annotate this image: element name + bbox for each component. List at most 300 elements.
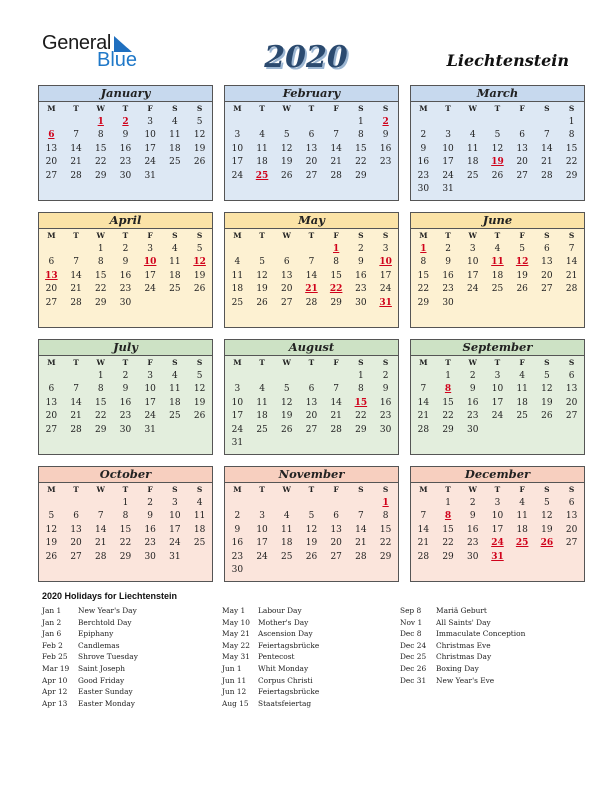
holiday-row: [222, 640, 319, 652]
day-cell: 29: [119, 551, 132, 562]
day-cell: [250, 242, 275, 256]
day-cell: 12: [541, 511, 553, 522]
weekday-header: S: [544, 104, 550, 113]
holiday-name: Mariä Geburt: [436, 606, 487, 615]
day-cell: [225, 496, 250, 510]
holiday-row: [42, 675, 138, 687]
month-april: [38, 212, 213, 328]
day-cell: 23: [379, 157, 392, 168]
day-cell: 7: [333, 130, 340, 141]
day-cell: 2: [147, 497, 154, 508]
holiday-column: [400, 605, 525, 686]
day-cell: 18: [491, 270, 504, 281]
weekday-header: M: [233, 358, 242, 367]
holiday-name: Christmas Day: [436, 652, 492, 662]
weekday-header: T: [308, 231, 315, 240]
holiday-date: Jun 12: [222, 687, 247, 697]
weekday-header: T: [445, 104, 451, 113]
day-cell: 30: [231, 565, 244, 576]
day-cell: 30: [467, 424, 479, 435]
day-cell: 10: [231, 397, 244, 408]
holiday-day: 1: [333, 243, 340, 254]
day-cell: 11: [169, 384, 181, 395]
day-cell: 16: [467, 524, 479, 535]
holiday-name: Saint Joseph: [78, 663, 125, 673]
day-cell: 16: [417, 157, 430, 168]
holiday-day: 8: [444, 384, 452, 395]
day-cell: [187, 169, 212, 183]
day-cell: 17: [231, 411, 244, 422]
day-cell: 9: [122, 257, 129, 268]
day-cell: 6: [48, 384, 55, 395]
day-cell: 5: [196, 370, 203, 381]
holiday-name: Good Friday: [78, 675, 125, 685]
holiday-row: [42, 640, 138, 652]
day-cell: 16: [119, 397, 132, 408]
day-cell: [349, 564, 374, 578]
day-cell: 19: [305, 538, 318, 549]
day-cell: 29: [95, 297, 107, 308]
month-march: [410, 85, 585, 201]
day-cell: 10: [231, 143, 244, 154]
day-cell: 15: [95, 143, 107, 154]
day-cell: 3: [445, 130, 451, 141]
weekday-header: T: [73, 485, 79, 494]
holiday-name: Easter Monday: [78, 698, 135, 708]
weekday-header: S: [568, 104, 575, 113]
day-cell: 24: [144, 157, 156, 168]
day-cell: 26: [193, 157, 206, 168]
day-cell: [138, 256, 163, 270]
day-cell: [559, 550, 584, 564]
day-cell: 15: [355, 143, 367, 154]
day-cell: 28: [565, 284, 578, 295]
weekday-header: W: [96, 358, 105, 367]
day-cell: 22: [565, 157, 578, 168]
day-cell: 12: [281, 397, 293, 408]
day-cell: [274, 369, 299, 383]
holiday-date: Jan 2: [42, 617, 62, 627]
day-cell: 5: [259, 257, 265, 268]
holiday-day: 6: [48, 130, 55, 141]
month-title: June: [411, 213, 584, 229]
weekday-header: T: [122, 358, 129, 367]
day-cell: 5: [196, 243, 203, 254]
day-cell: 2: [445, 243, 451, 254]
day-cell: [299, 369, 324, 383]
day-cell: 31: [169, 551, 181, 562]
day-cell: 1: [358, 116, 364, 127]
holiday-row: [222, 698, 319, 710]
weekday-header: M: [419, 231, 428, 240]
day-cell: 11: [231, 270, 244, 281]
day-cell: [163, 169, 188, 183]
day-cell: 7: [568, 243, 575, 254]
day-cell: 23: [119, 157, 132, 168]
day-cell: 28: [70, 170, 82, 181]
holiday-date: May 10: [222, 617, 250, 627]
day-cell: 4: [469, 130, 476, 141]
weekday-header: T: [308, 104, 315, 113]
day-cell: 22: [442, 411, 454, 422]
weekday-header: S: [544, 358, 550, 367]
day-cell: 26: [305, 551, 318, 562]
day-cell: 12: [541, 384, 553, 395]
day-cell: 3: [469, 243, 476, 254]
weekday-header: F: [333, 358, 339, 367]
holiday-name: Corpus Christi: [258, 675, 313, 685]
day-cell: 18: [169, 270, 181, 281]
day-cell: [39, 115, 64, 129]
day-cell: 8: [358, 384, 364, 395]
day-cell: 3: [234, 384, 241, 395]
day-cell: 9: [122, 130, 129, 141]
day-cell: [373, 256, 398, 270]
holiday-name: Feiertagsbrücke: [258, 687, 320, 697]
day-cell: 28: [330, 424, 342, 435]
holiday-date: Dec 31: [400, 675, 427, 685]
day-cell: 31: [144, 424, 156, 435]
weekday-header: T: [259, 485, 265, 494]
day-cell: 24: [231, 170, 244, 181]
day-cell: [460, 183, 485, 197]
day-cell: 9: [382, 130, 389, 141]
weekday-header: F: [519, 358, 525, 367]
day-cell: [250, 369, 275, 383]
day-cell: 15: [379, 524, 392, 535]
weekday-header: W: [96, 104, 105, 113]
day-cell: 20: [565, 397, 578, 408]
day-cell: 5: [308, 511, 315, 522]
holiday-date: Dec 8: [400, 629, 422, 639]
weekday-header: T: [445, 485, 451, 494]
day-cell: [485, 296, 510, 310]
day-cell: 20: [281, 284, 293, 295]
day-cell: 19: [256, 284, 268, 295]
holiday-name: Labour Day: [258, 606, 302, 615]
day-cell: 15: [330, 270, 342, 281]
weekday-header: S: [568, 231, 575, 240]
holiday-name: Whit Monday: [258, 663, 309, 673]
day-cell: 10: [491, 511, 504, 522]
day-cell: 9: [358, 257, 364, 268]
day-cell: [349, 437, 374, 451]
holiday-day: 22: [329, 284, 343, 295]
day-cell: 17: [144, 143, 156, 154]
holiday-day: 12: [515, 257, 529, 268]
weekday-header: M: [419, 485, 428, 494]
day-cell: 15: [565, 143, 578, 154]
day-cell: [39, 369, 64, 383]
day-cell: [485, 537, 510, 551]
month-title: December: [411, 467, 584, 483]
day-cell: 18: [516, 397, 528, 408]
day-cell: 13: [516, 143, 528, 154]
day-cell: [250, 115, 275, 129]
day-cell: 8: [358, 130, 364, 141]
day-cell: 16: [467, 397, 479, 408]
day-cell: 21: [541, 157, 553, 168]
day-cell: 19: [45, 538, 58, 549]
day-cell: 15: [417, 270, 430, 281]
holiday-date: Jan 1: [42, 606, 62, 615]
day-cell: 8: [568, 130, 575, 141]
weekday-header: S: [568, 485, 575, 494]
day-cell: 17: [144, 270, 156, 281]
weekday-header: T: [73, 104, 79, 113]
weekday-header: S: [172, 485, 178, 494]
day-cell: [373, 296, 398, 310]
day-cell: 28: [70, 424, 82, 435]
day-cell: [485, 115, 510, 129]
day-cell: 6: [308, 384, 315, 395]
day-cell: 19: [541, 397, 553, 408]
day-cell: 4: [283, 511, 290, 522]
holiday-row: [400, 675, 525, 687]
day-cell: 14: [305, 270, 318, 281]
weekday-header: S: [172, 358, 178, 367]
weekday-header: T: [308, 358, 315, 367]
holiday-row: [222, 617, 319, 629]
day-cell: 1: [568, 116, 575, 127]
day-cell: 6: [544, 243, 550, 254]
holiday-name: Shrove Tuesday: [78, 652, 138, 662]
day-cell: [535, 115, 560, 129]
day-cell: 21: [70, 157, 82, 168]
weekday-header: F: [147, 104, 153, 113]
day-cell: [64, 369, 89, 383]
day-cell: [460, 115, 485, 129]
holiday-date: Jun 1: [222, 663, 242, 673]
day-cell: 4: [196, 497, 203, 508]
day-cell: 9: [469, 384, 476, 395]
day-cell: 13: [281, 270, 293, 281]
weekday-header: T: [494, 485, 501, 494]
day-cell: [250, 437, 275, 451]
weekday-header: T: [494, 104, 501, 113]
holiday-date: Sep 8: [400, 606, 422, 615]
day-cell: 8: [382, 511, 389, 522]
day-cell: 20: [516, 157, 528, 168]
day-cell: 20: [45, 284, 58, 295]
holiday-column: [42, 605, 138, 709]
month-february: [224, 85, 399, 201]
day-cell: [163, 296, 188, 310]
day-cell: 25: [169, 411, 181, 422]
day-cell: [535, 550, 560, 564]
day-cell: 21: [417, 538, 430, 549]
holiday-date: Feb 2: [42, 640, 63, 650]
holiday-date: Dec 25: [400, 652, 427, 662]
day-cell: 18: [169, 143, 181, 154]
day-cell: 3: [234, 130, 241, 141]
day-cell: 23: [144, 538, 156, 549]
holiday-date: Feb 25: [42, 652, 68, 662]
day-cell: [411, 496, 436, 510]
day-cell: 22: [355, 411, 367, 422]
day-cell: 5: [544, 370, 550, 381]
day-cell: 7: [73, 257, 79, 268]
day-cell: 6: [73, 511, 79, 522]
brand-name-line2: Blue: [97, 49, 138, 71]
weekday-header: F: [147, 358, 153, 367]
day-cell: [535, 183, 560, 197]
day-cell: 13: [565, 384, 578, 395]
day-cell: 31: [144, 170, 156, 181]
month-title: January: [39, 86, 212, 102]
day-cell: 26: [256, 297, 268, 308]
day-cell: 24: [491, 411, 504, 422]
holiday-day: 2: [122, 116, 129, 127]
day-cell: 10: [169, 511, 181, 522]
month-title: October: [39, 467, 212, 483]
day-cell: 4: [259, 130, 265, 141]
day-cell: [225, 242, 250, 256]
day-cell: 2: [358, 243, 364, 254]
day-cell: 22: [379, 538, 392, 549]
day-cell: 5: [283, 384, 290, 395]
day-cell: 13: [330, 524, 342, 535]
day-cell: [436, 383, 461, 397]
weekday-header: M: [233, 485, 242, 494]
weekday-header: M: [419, 358, 428, 367]
day-cell: [510, 183, 535, 197]
holiday-date: Mar 19: [42, 663, 70, 673]
day-cell: [64, 242, 89, 256]
day-cell: 28: [95, 551, 107, 562]
weekday-header: S: [172, 104, 178, 113]
holiday-date: May 22: [222, 640, 250, 650]
day-cell: 6: [48, 257, 55, 268]
day-cell: 29: [95, 170, 107, 181]
day-cell: 12: [193, 384, 206, 395]
day-cell: 30: [417, 184, 430, 195]
day-cell: 10: [144, 130, 156, 141]
day-cell: 24: [144, 284, 156, 295]
day-cell: 22: [95, 157, 107, 168]
weekday-header: S: [196, 485, 203, 494]
day-cell: 18: [516, 524, 528, 535]
holiday-row: [222, 651, 319, 663]
day-cell: [88, 496, 113, 510]
day-cell: 8: [333, 257, 340, 268]
holiday-name: Mother's Day: [258, 617, 309, 627]
day-cell: 26: [491, 170, 504, 181]
weekday-header: M: [47, 231, 56, 240]
day-cell: 13: [305, 143, 318, 154]
day-cell: 18: [256, 157, 268, 168]
day-cell: 2: [469, 497, 476, 508]
weekday-header: S: [382, 485, 389, 494]
holiday-row: [400, 640, 525, 652]
day-cell: 30: [467, 551, 479, 562]
day-cell: [373, 169, 398, 183]
holiday-name: Christmas Eve: [436, 640, 491, 650]
day-cell: [39, 242, 64, 256]
day-cell: 29: [330, 297, 342, 308]
day-cell: 7: [333, 384, 340, 395]
weekday-header: W: [282, 358, 291, 367]
day-cell: 11: [516, 384, 528, 395]
weekday-header: T: [445, 231, 451, 240]
month-september: [410, 339, 585, 455]
holiday-day: 12: [193, 257, 206, 268]
day-cell: 31: [442, 184, 454, 195]
day-cell: 25: [169, 284, 181, 295]
month-title: March: [411, 86, 584, 102]
day-cell: 23: [467, 538, 479, 549]
day-cell: [559, 296, 584, 310]
day-cell: 4: [172, 243, 178, 254]
month-title: May: [225, 213, 398, 229]
day-cell: 8: [97, 130, 104, 141]
day-cell: 2: [122, 243, 129, 254]
day-cell: 5: [48, 511, 55, 522]
day-cell: [299, 115, 324, 129]
holiday-name: Berchtold Day: [78, 617, 132, 627]
day-cell: 15: [119, 524, 132, 535]
day-cell: 23: [119, 411, 132, 422]
day-cell: 12: [305, 524, 318, 535]
day-cell: 20: [330, 538, 342, 549]
day-cell: [39, 129, 64, 143]
day-cell: 7: [97, 511, 104, 522]
day-cell: 7: [73, 130, 79, 141]
day-cell: 28: [305, 297, 318, 308]
day-cell: 14: [565, 257, 578, 268]
day-cell: 4: [259, 384, 265, 395]
day-cell: 27: [565, 411, 578, 422]
holiday-row: [42, 663, 138, 675]
day-cell: 3: [147, 370, 154, 381]
day-cell: [163, 423, 188, 437]
day-cell: 1: [445, 497, 451, 508]
day-cell: 9: [420, 143, 427, 154]
holiday-row: [222, 675, 319, 687]
weekday-header: F: [147, 231, 153, 240]
day-cell: 9: [234, 524, 241, 535]
day-cell: [460, 296, 485, 310]
day-cell: 15: [442, 524, 454, 535]
day-cell: 7: [544, 130, 550, 141]
day-cell: 10: [491, 384, 504, 395]
weekday-header: W: [468, 358, 477, 367]
weekday-header: T: [259, 104, 265, 113]
day-cell: 18: [281, 538, 293, 549]
day-cell: [373, 496, 398, 510]
day-cell: 2: [122, 370, 129, 381]
day-cell: [485, 256, 510, 270]
day-cell: 11: [193, 511, 206, 522]
day-cell: 30: [379, 424, 392, 435]
day-cell: 23: [442, 284, 454, 295]
day-cell: 13: [45, 143, 58, 154]
holiday-day: 31: [379, 297, 392, 308]
day-cell: 17: [491, 397, 504, 408]
day-cell: 20: [70, 538, 82, 549]
day-cell: 24: [169, 538, 181, 549]
day-cell: 26: [281, 170, 293, 181]
weekday-header: F: [333, 104, 339, 113]
day-cell: [436, 115, 461, 129]
day-cell: [411, 115, 436, 129]
day-cell: 27: [565, 538, 578, 549]
day-cell: [187, 423, 212, 437]
holiday-day: 10: [143, 257, 157, 268]
holiday-row: [42, 617, 138, 629]
holiday-day: 2: [382, 116, 389, 127]
weekday-header: S: [196, 358, 203, 367]
